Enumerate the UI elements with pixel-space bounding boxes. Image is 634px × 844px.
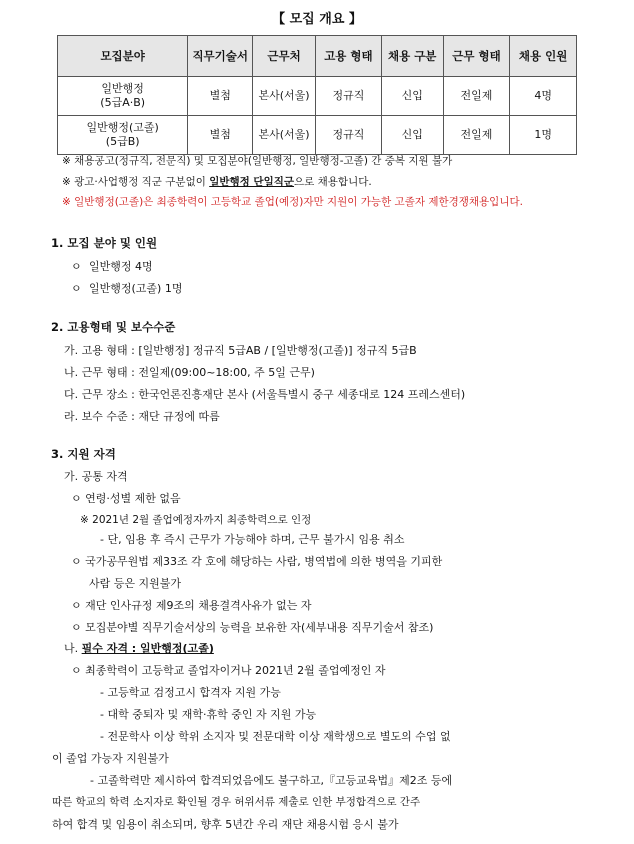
table-header-cell: 모집분야 [58,36,188,77]
subsection-required [64,640,214,656]
list-item [71,258,153,274]
table-header-cell: 근무 형태 [443,36,510,77]
list-item: ㅇ 국가공무원법 제33조 각 호에 해당하는 사람, 병역법에 의한 병역을 기피한 [71,555,443,568]
list-item [71,280,182,296]
list-item-text: 일반행정(고졸) 1명 [89,282,183,295]
table-header-cell: 채용 구분 [381,36,443,77]
note-no-duplicate: ※ 채용공고(정규직, 전문직) 및 모집분야(일반행정, 일반행정-고졸) 간 중복 지원 불가 [62,155,453,167]
table-row [58,116,577,155]
list-item-cont: 이 졸업 가능자 지원불가 [52,752,169,765]
note-text: 으로 채용합니다. [294,176,372,188]
table-cell: 신입 [381,116,443,155]
section-3-heading: 3. 지원 자격 [51,447,116,461]
note-highschool-only: ※ 일반행정(고졸)은 최종학력이 고등학교 졸업(예정)자만 지원이 가능한 고졸자 제한경쟁채용입니다. [62,196,523,208]
list-item-sub: - 단, 임용 후 즉시 근무가 가능해야 하며, 근무 불가시 임용 취소 [100,533,405,546]
label-text: 나. [64,642,82,655]
list-item-text: 일반행정 4명 [89,260,153,273]
table-header-cell: 직무기술서 [188,36,253,77]
label-text: 일반행정(고졸) [140,642,214,655]
list-item: ㅇ 모집분야별 직무기술서상의 능력을 보유한 자(세부내용 직무기술서 참조) [71,621,434,634]
list-item: 나. 근무 형태 : 전일제(09:00~18:00, 주 5일 근무) [64,366,315,379]
table-cell: 본사(서울) [253,77,316,116]
table-cell: 정규직 [316,77,382,116]
table-cell: 4명 [510,77,577,116]
table-cell: 1명 [510,116,577,155]
list-item: 다. 근무 장소 : 한국언론진흥재단 본사 (서울특별시 중구 세종대로 124 프레스센터) [64,388,466,401]
label-text: 필수 자격 : [81,642,141,655]
list-item-sub: - 고등학교 검정고시 합격자 지원 가능 [100,686,281,699]
list-item-cont: 하여 합격 및 임용이 취소되며, 향후 5년간 우리 재단 채용시험 응시 불가 [52,818,399,831]
list-item-sub: - 대학 중퇴자 및 재학·휴학 중인 자 지원 가능 [100,708,317,721]
table-header-cell: 고용 형태 [316,36,382,77]
table-cell: 일반행정(고졸) (5급B) [58,116,188,155]
recruitment-overview-table [57,35,577,155]
page-title: 【 모집 개요 】 [272,12,362,27]
list-item: ㅇ 연령·성별 제한 없음 [71,492,181,505]
section-1-heading: 1. 모집 분야 및 인원 [51,236,158,250]
table-cell: 정규직 [316,116,382,155]
table-cell: 별첨 [188,77,253,116]
table-header-cell: 근무처 [253,36,316,77]
section-2-heading: 2. 고용형태 및 보수수준 [51,320,176,334]
table-cell: 별첨 [188,116,253,155]
note-emphasis: 일반행정 단일직군 [209,176,295,188]
list-item: ㅇ 재단 인사규정 제9조의 채용결격사유가 없는 자 [71,599,312,612]
list-item-sub: - 고졸학력만 제시하여 합격되었음에도 불구하고,『고등교육법』제2조 등에 [90,774,453,787]
table-cell: 전일제 [443,116,510,155]
bullet-icon: ㅇ [71,260,82,273]
note-text: ※ 광고·사업행정 직군 구분없이 [62,176,210,188]
list-item: ㅇ 최종학력이 고등학교 졸업자이거나 2021년 2월 졸업예정인 자 [71,664,386,677]
table-cell: 일반행정 (5급A·B) [58,77,188,116]
list-item-cont: 따른 학교의 학력 소지자로 확인될 경우 허위서류 제출로 인한 부정합격으로 간주 [52,796,421,808]
list-item-note: ※ 2021년 2월 졸업예정자까지 최종학력으로 인정 [80,514,312,526]
table-row [58,77,577,116]
bullet-icon: ㅇ [71,282,82,295]
table-cell: 전일제 [443,77,510,116]
table-cell: 본사(서울) [253,116,316,155]
list-item-sub: - 전문학사 이상 학위 소지자 및 전문대학 이상 재학생으로 별도의 수업 없 [100,730,451,743]
subsection-common: 가. 공통 자격 [64,470,128,483]
table-header-row [58,36,577,77]
list-item-cont: 사람 등은 지원불가 [89,577,182,590]
list-item: 라. 보수 수준 : 재단 규정에 따름 [64,410,220,423]
table-cell: 신입 [381,77,443,116]
table-header-cell: 채용 인원 [510,36,577,77]
note-single-track [62,174,372,189]
list-item: 가. 고용 형태 : [일반행정] 정규직 5급AB / [일반행정(고졸)] 정규직 5급B [64,344,417,357]
